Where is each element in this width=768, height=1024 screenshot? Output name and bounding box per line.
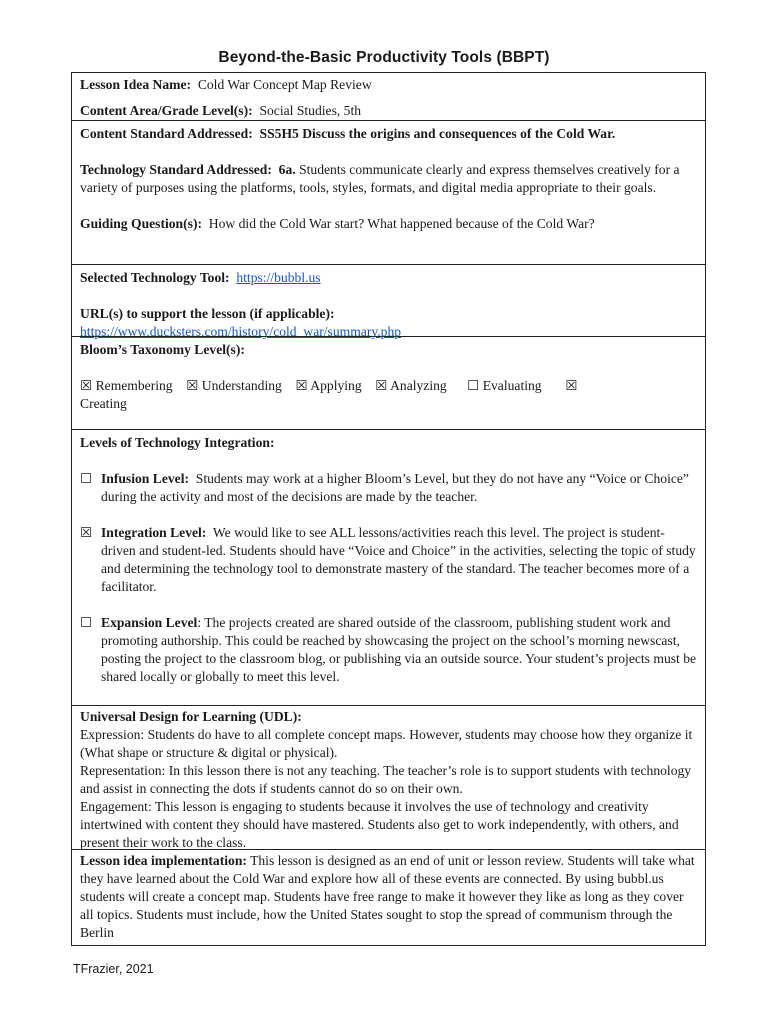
- technology-tool-line: [80, 269, 697, 287]
- bloom-analyzing-label: Analyzing: [390, 378, 447, 393]
- expansion-level-checkbox[interactable]: ☐: [80, 615, 93, 630]
- integration-level-name: Integration Level:: [101, 525, 207, 540]
- content-standard-value: SS5H5 Discuss the origins and consequences of the Cold War.: [259, 126, 616, 141]
- infusion-level-checkbox[interactable]: ☐: [80, 471, 93, 486]
- bloom-analyzing-checkbox[interactable]: ☒: [375, 378, 388, 393]
- guiding-question-label: Guiding Question(s):: [80, 216, 202, 231]
- bloom-taxonomy-label: Bloom’s Taxonomy Level(s):: [80, 342, 245, 357]
- document-title: Beyond-the-Basic Productivity Tools (BBPT): [218, 49, 550, 66]
- technology-standard-line: [80, 161, 697, 197]
- technology-standard-code: 6a.: [278, 162, 296, 177]
- technology-standard-value: Students communicate clearly and express themselves creatively for a variety of purposes using the platforms, tools, styles, formats, and digital media appropriate to their goals.: [80, 162, 680, 195]
- bloom-evaluating-item: [467, 377, 565, 395]
- bloom-understanding-item: [186, 377, 295, 395]
- integration-level-checkbox[interactable]: ☒: [80, 525, 93, 540]
- lesson-name-line: [80, 76, 697, 94]
- udl-representation: Representation: In this lesson there is not any teaching. The teacher’s role is to support students with technology and assist in connecting the dots if students cannot do so on their own.: [80, 763, 692, 796]
- udl-section: [72, 706, 705, 850]
- content-standard-label: Content Standard Addressed:: [80, 126, 253, 141]
- support-url-label: URL(s) to support the lesson (if applicable):: [80, 306, 335, 321]
- technology-tool-section: [72, 265, 705, 337]
- bloom-creating-checkbox[interactable]: ☒: [565, 378, 578, 393]
- lesson-name-label: Lesson Idea Name:: [80, 77, 192, 92]
- bloom-analyzing-item: [375, 377, 467, 395]
- integration-level-text: We would like to see ALL lessons/activities reach this level. The project is student-driven and student-led. Students should have “Voice and Choice” in the activities, selecting the topic of study and determining the technology tool to demonstrate mastery of the standard. The teacher becomes more of a facilitator.: [101, 525, 696, 594]
- lesson-info-section: [72, 73, 705, 121]
- expansion-level-item: [80, 614, 697, 686]
- technology-tool-link[interactable]: https://bubbl.us: [236, 270, 321, 285]
- bloom-applying-checkbox[interactable]: ☒: [295, 378, 308, 393]
- guiding-question-value: How did the Cold War start? What happened because of the Cold War?: [208, 216, 595, 231]
- grade-level-value: Social Studies, 5th: [259, 103, 362, 118]
- bloom-evaluating-label: Evaluating: [482, 378, 542, 393]
- standards-section: [72, 121, 705, 265]
- lesson-plan-table: [71, 72, 706, 946]
- udl-label: Universal Design for Learning (UDL):: [80, 709, 302, 724]
- grade-level-line: [80, 102, 697, 120]
- bloom-creating-label: Creating: [80, 396, 127, 411]
- bloom-evaluating-checkbox[interactable]: ☐: [467, 378, 480, 393]
- implementation-paragraph: [80, 852, 697, 942]
- technology-integration-label: Levels of Technology Integration:: [80, 435, 275, 450]
- bloom-understanding-label: Understanding: [201, 378, 282, 393]
- infusion-level-item: [80, 470, 697, 506]
- implementation-text: This lesson is designed as an end of unit or lesson review. Students will take what they have learned about the Cold War and explore how all of these events are connected. By using bubbl.us students will create a concept map. Students have free range to make it however they like as long as they cover all topics. Students must include, how the United States sought to stop the spread of communism through the Berlin: [80, 853, 695, 940]
- implementation-label: Lesson idea implementation:: [80, 853, 247, 868]
- infusion-level-text: Students may work at a higher Bloom’s Level, but they do not have any “Voice or Choice” during the activity and most of the decisions are made by the teacher.: [101, 471, 689, 504]
- grade-level-label: Content Area/Grade Level(s):: [80, 103, 253, 118]
- implementation-section: [72, 850, 705, 946]
- expansion-level-text: : The projects created are shared outside of the classroom, publishing student work and promoting authorship. This could be reached by showcasing the project on the school’s morning newscast, posting the project to the classroom blog, or publishing via an outside source. Your student’s projects must be shared locally or globally to meet this level.: [101, 615, 697, 684]
- infusion-level-name: Infusion Level:: [101, 471, 189, 486]
- bloom-remembering-item: [80, 377, 186, 395]
- content-standard-line: [80, 125, 697, 143]
- bloom-taxonomy-section: [72, 337, 705, 430]
- bloom-applying-label: Applying: [310, 378, 362, 393]
- bloom-remembering-label: Remembering: [95, 378, 173, 393]
- technology-standard-label: Technology Standard Addressed:: [80, 162, 272, 177]
- udl-engagement: Engagement: This lesson is engaging to students because it involves the use of technology and creativity intertwined with content they should have mastered. Students also get to work independently, with others, and present their work to the class.: [80, 799, 679, 850]
- bloom-remembering-checkbox[interactable]: ☒: [80, 378, 93, 393]
- support-url-link[interactable]: https://www.ducksters.com/history/cold_war/summary.php: [80, 324, 402, 339]
- guiding-question-line: [80, 215, 697, 233]
- lesson-name-value: Cold War Concept Map Review: [197, 77, 372, 92]
- technology-tool-label: Selected Technology Tool:: [80, 270, 230, 285]
- bloom-applying-item: [295, 377, 375, 395]
- udl-expression: Expression: Students do have to all complete concept maps. However, students may choose how they organize it (What shape or structure & digital or physical).: [80, 727, 693, 760]
- bloom-checkbox-row: [80, 377, 697, 413]
- bloom-understanding-checkbox[interactable]: ☒: [186, 378, 199, 393]
- footer-author: TFrazier, 2021: [73, 962, 154, 976]
- expansion-level-name: Expansion Level: [101, 615, 198, 630]
- integration-level-item: [80, 524, 697, 596]
- technology-integration-section: [72, 430, 705, 706]
